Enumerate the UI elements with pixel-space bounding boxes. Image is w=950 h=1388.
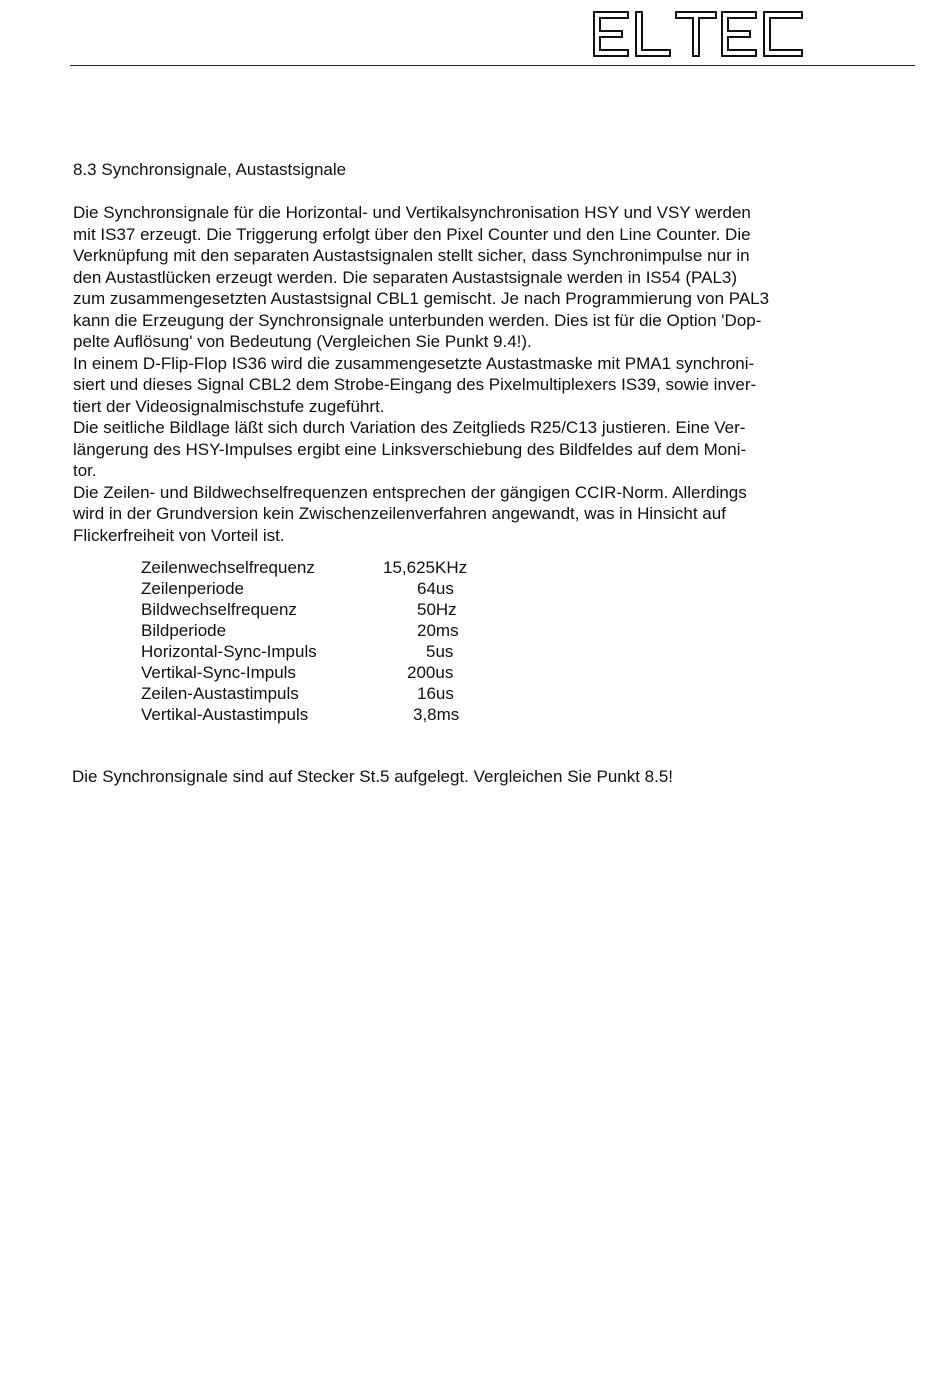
body-line: zum zusammengesetzten Austastsignal CBL1 gemischt. Je nach Programmierung von PAL3 <box>73 289 770 308</box>
spec-value: 15,625KHz <box>383 558 468 577</box>
body-line: tiert der Videosignalmischstufe zugeführt. <box>73 396 385 416</box>
body-line: In einem D-Flip-Flop IS36 wird die zusammengesetzte Austastmaske mit PMA1 synchroni- <box>73 353 755 373</box>
header-rule <box>70 65 915 66</box>
body-line: wird in der Grundversion kein Zwischenzeilenverfahren angewandt, was in Hinsicht auf <box>73 504 726 523</box>
eltec-logo <box>592 10 804 58</box>
body-line: tor. <box>73 461 97 480</box>
section-heading: 8.3 Synchronsignale, Austastsignale <box>73 160 347 179</box>
spec-value: 3,8ms <box>413 705 460 724</box>
spec-label: Zeilen-Austastimpuls <box>141 684 299 703</box>
spec-label: Zeilenwechselfrequenz <box>141 558 315 577</box>
body-line: Die seitliche Bildlage läßt sich durch Variation des Zeitglieds R25/C13 justieren. Eine Ver- <box>73 418 746 437</box>
spec-label: Horizontal-Sync-Impuls <box>141 642 317 661</box>
spec-row <box>141 620 501 641</box>
body-line: Verknüpfung mit den separaten Austastsignalen stellt sicher, dass Synchronimpulse nur in <box>73 246 750 265</box>
spec-value: 50Hz <box>417 600 457 619</box>
spec-label: Vertikal-Austastimpuls <box>141 705 309 724</box>
spec-row <box>141 578 501 599</box>
spec-value: 200us <box>407 663 454 682</box>
spec-value: 20ms <box>417 621 459 640</box>
body-line: Flickerfreiheit von Vorteil ist. <box>73 525 285 545</box>
body-line: kann die Erzeugung der Synchronsignale unterbunden werden. Dies ist für die Option 'Dop- <box>73 310 762 330</box>
body-line: siert und dieses Signal CBL2 dem Strobe-Eingang des Pixelmultiplexers IS39, sowie inver- <box>73 375 757 394</box>
body-line: längerung des HSY-Impulses ergibt eine Linksverschiebung des Bildfeldes auf dem Moni- <box>73 439 747 459</box>
spec-value: 16us <box>417 684 454 703</box>
spec-label: Bildperiode <box>141 621 227 640</box>
spec-row <box>141 599 501 620</box>
body-line: mit IS37 erzeugt. Die Triggerung erfolgt über den Pixel Counter und den Line Counter. Die <box>73 224 751 244</box>
spec-label: Bildwechselfrequenz <box>141 600 297 619</box>
spec-row <box>141 662 501 683</box>
body-line: pelte Auflösung' von Bedeutung (Vergleichen Sie Punkt 9.4!). <box>73 332 532 351</box>
body-line: den Austastlücken erzeugt werden. Die separaten Austastsignale werden in IS54 (PAL3) <box>73 267 738 287</box>
section-body <box>73 202 873 546</box>
spec-label: Zeilenperiode <box>141 579 245 598</box>
spec-row <box>141 641 501 662</box>
body-line: Die Synchronsignale für die Horizontal- und Vertikalsynchronisation HSY und VSY werden <box>73 203 751 222</box>
spec-row <box>141 683 501 704</box>
body-line: Die Zeilen- und Bildwechselfrequenzen entsprechen der gängigen CCIR-Norm. Allerdings <box>73 482 747 502</box>
spec-row <box>141 557 501 578</box>
spec-row <box>141 704 501 725</box>
connector-note: Die Synchronsignale sind auf Stecker St.5 aufgelegt. Vergleichen Sie Punkt 8.5! <box>72 767 674 786</box>
spec-label: Vertikal-Sync-Impuls <box>141 663 296 682</box>
spec-value: 64us <box>417 579 454 598</box>
spec-value: 5us <box>426 642 454 661</box>
timing-spec-table <box>141 557 501 725</box>
